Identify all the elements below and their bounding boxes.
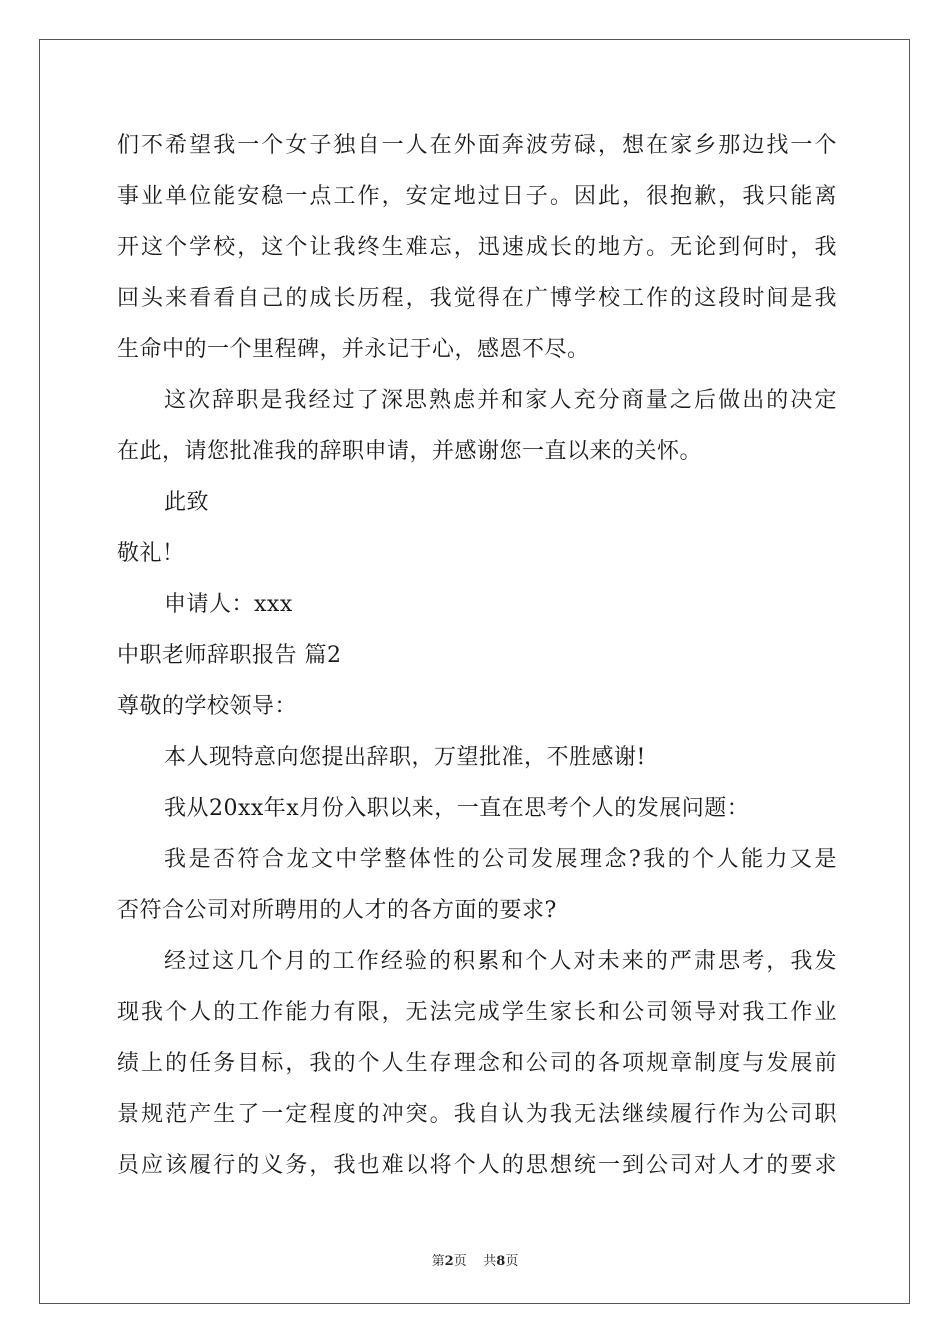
page-prefix: 第 xyxy=(431,1254,445,1269)
page-footer xyxy=(0,1250,950,1269)
text-line: 景规范产生了一定程度的冲突。我自认为我无法继续履行作为公司职 xyxy=(117,1102,837,1127)
total-pages: 8 xyxy=(496,1254,506,1269)
text-line: 此致 xyxy=(164,490,210,515)
text-line: 中职老师辞职报告 篇2 xyxy=(117,643,342,668)
total-suffix: 页 xyxy=(505,1254,519,1269)
text-line: 我是否符合龙文中学整体性的公司发展理念?我的个人能力又是 xyxy=(164,847,837,872)
text-line: 们不希望我一个女子独自一人在外面奔波劳碌，想在家乡那边找一个 xyxy=(117,133,837,158)
text-line: 事业单位能安稳一点工作，安定地过日子。因此，很抱歉，我只能离 xyxy=(117,184,837,209)
page-suffix: 页 xyxy=(453,1254,467,1269)
text-line: 回头来看看自己的成长历程，我觉得在广博学校工作的这段时间是我 xyxy=(117,286,837,311)
text-line: 本人现特意向您提出辞职，万望批准，不胜感谢! xyxy=(164,745,646,770)
text-line: 敬礼！ xyxy=(117,541,185,566)
text-line: 开这个学校，这个让我终生难忘，迅速成长的地方。无论到何时，我 xyxy=(117,235,837,260)
text-line: 这次辞职是我经过了深思熟虑并和家人充分商量之后做出的决定 xyxy=(164,388,837,413)
page-number: 2 xyxy=(444,1254,454,1269)
document-body xyxy=(117,126,837,1197)
text-line: 申请人：xxx xyxy=(164,592,293,617)
text-line: 尊敬的学校领导： xyxy=(117,694,298,719)
text-line: 绩上的任务目标，我的个人生存理念和公司的各项规章制度与发展前 xyxy=(117,1051,837,1076)
text-line: 现我个人的工作能力有限，无法完成学生家长和公司领导对我工作业 xyxy=(117,1000,837,1025)
total-prefix: 共 xyxy=(483,1254,497,1269)
text-line: 否符合公司对所聘用的人才的各方面的要求? xyxy=(117,898,557,923)
text-line: 员应该履行的义务，我也难以将个人的思想统一到公司对人才的要求 xyxy=(117,1153,837,1178)
text-line: 经过这几个月的工作经验的积累和个人对未来的严肃思考，我发 xyxy=(164,949,837,974)
text-line: 生命中的一个里程碑，并永记于心，感恩不尽。 xyxy=(117,337,590,362)
text-line: 我从20xx年x月份入职以来，一直在思考个人的发展问题： xyxy=(164,796,750,821)
text-line: 在此，请您批准我的辞职申请，并感谢您一直以来的关怀。 xyxy=(117,439,703,464)
